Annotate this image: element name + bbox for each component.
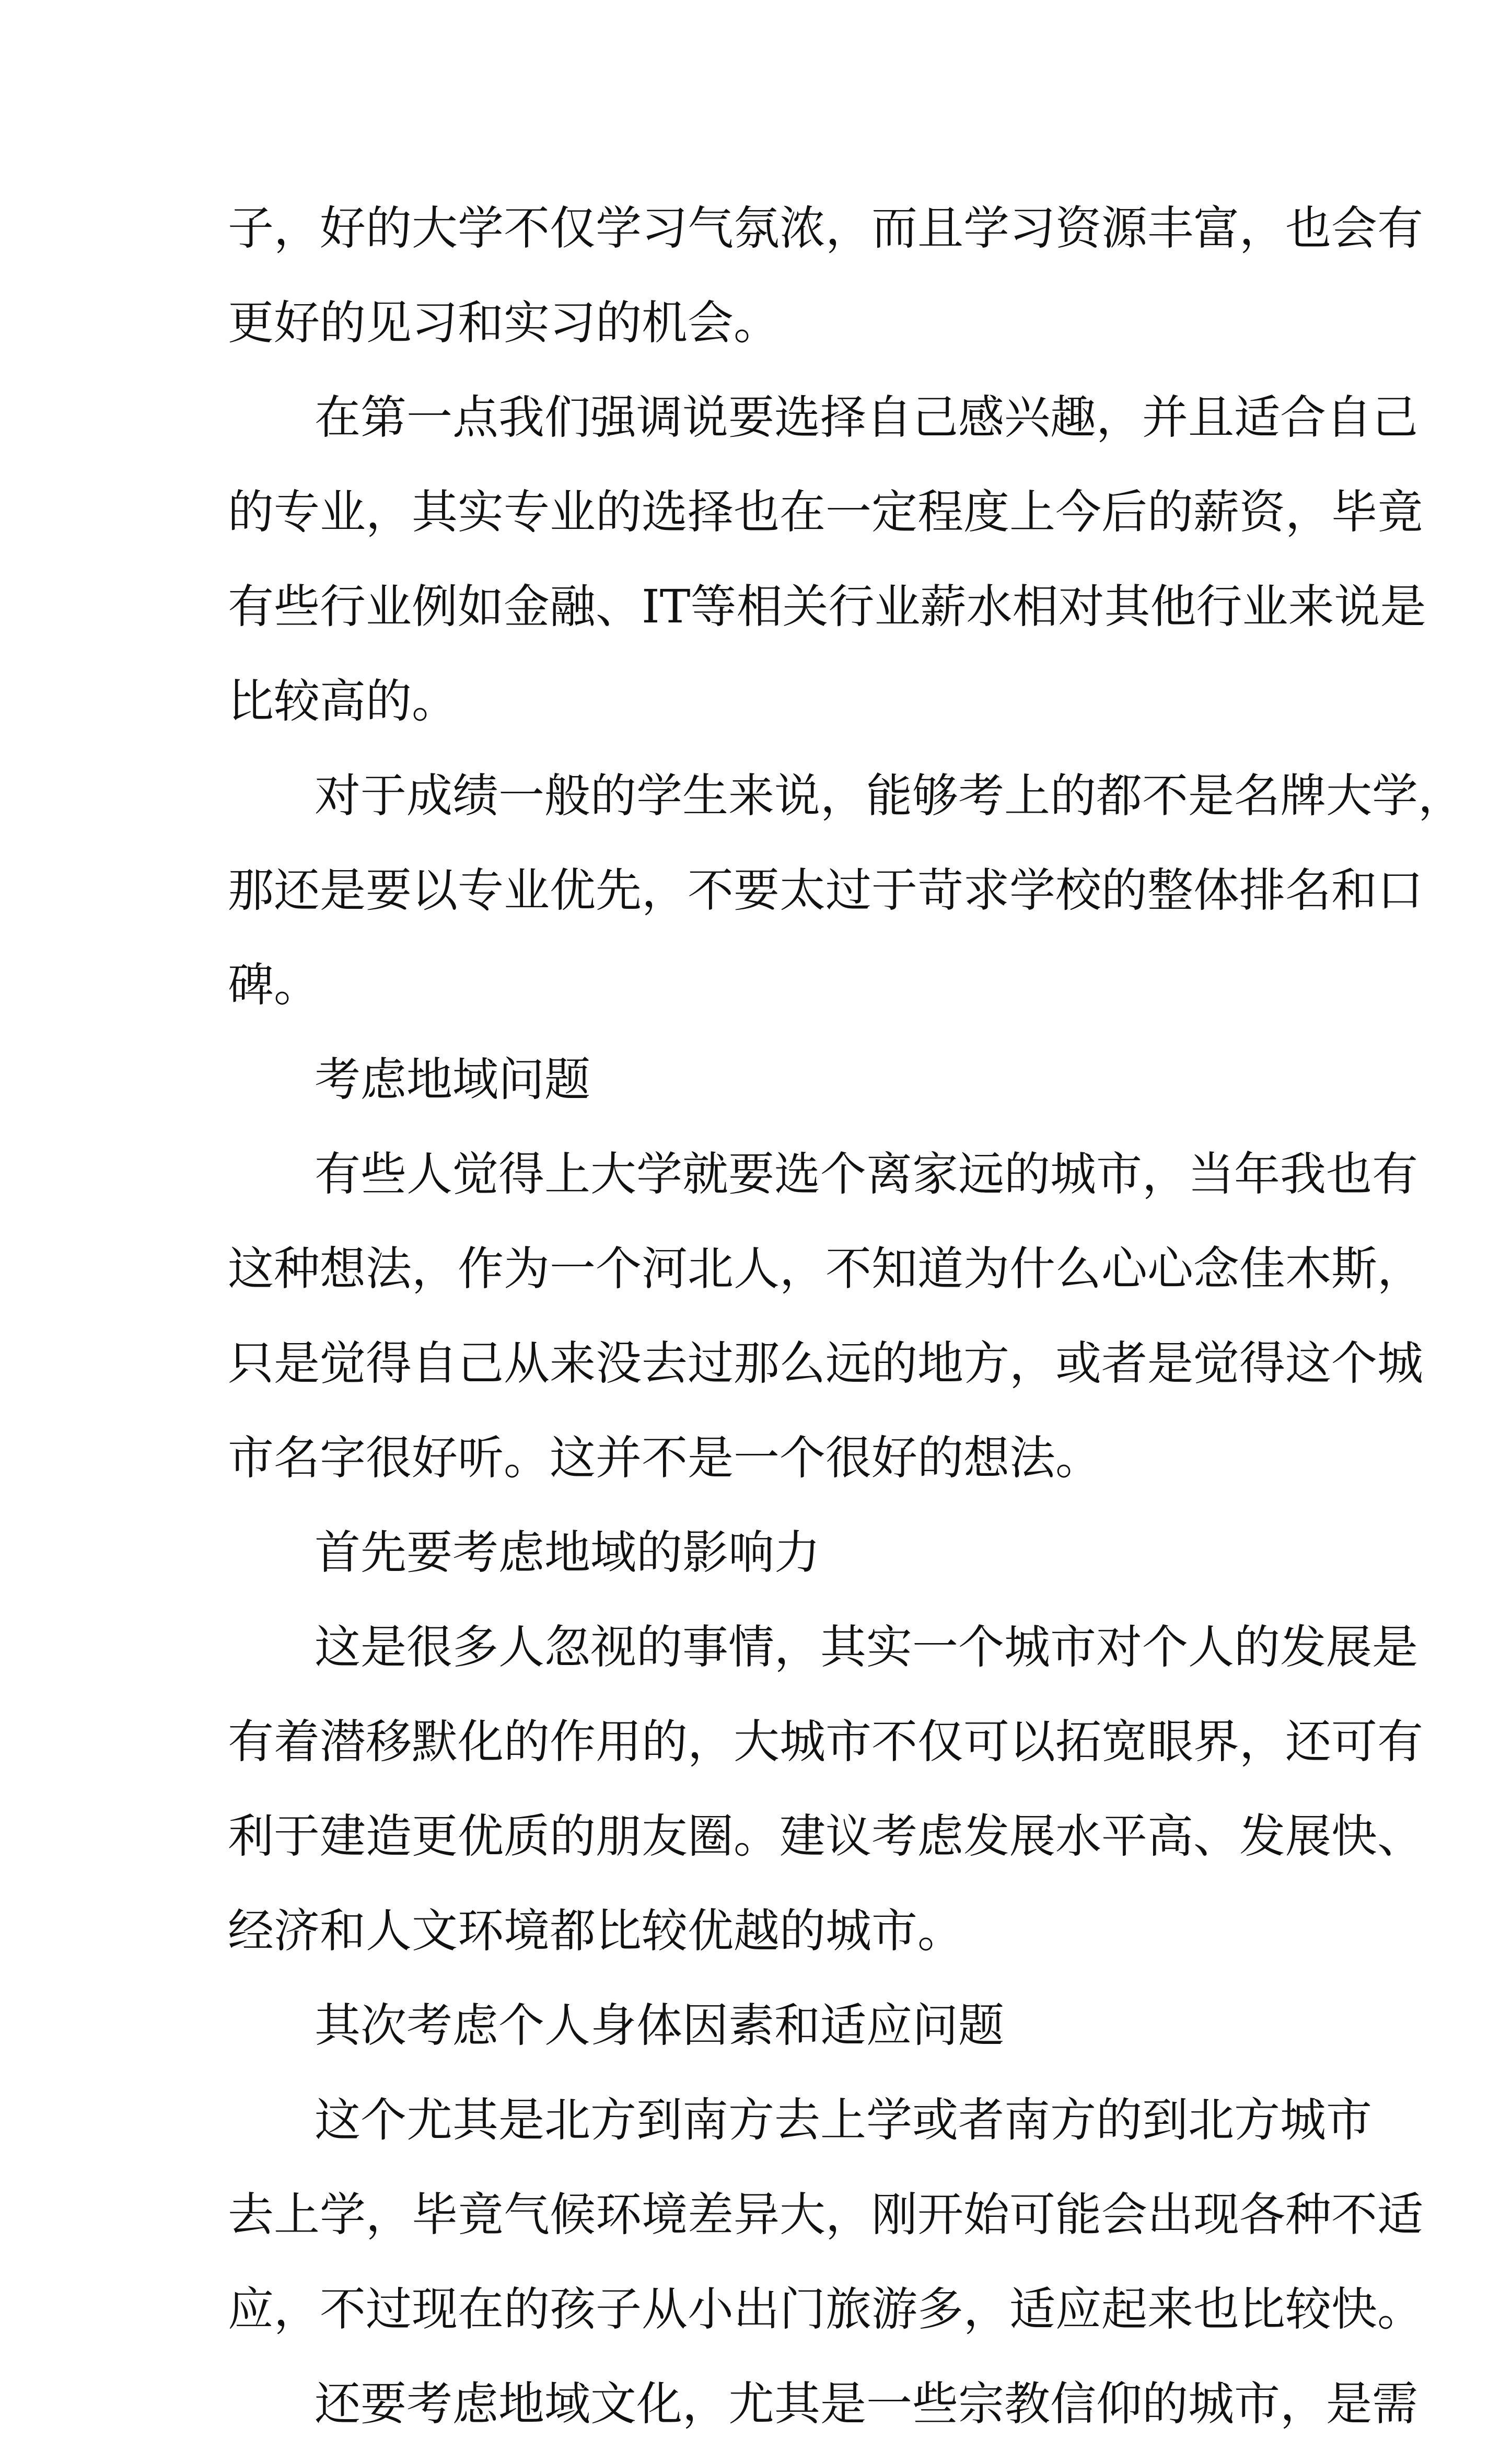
- text-line: 这种想法，作为一个河北人，不知道为什么心心念佳木斯，: [228, 1242, 1424, 1296]
- text-line: 只是觉得自己从来没去过那么远的地方，或者是觉得这个城: [228, 1336, 1424, 1390]
- text-line: 利于建造更优质的朋友圈。建议考虑发展水平高、发展快、: [228, 1809, 1424, 1863]
- text-line: 应，不过现在的孩子从小出门旅游多，适应起来也比较快。: [228, 2282, 1424, 2336]
- text-line: 更好的见习和实习的机会。: [228, 296, 780, 350]
- text-line: 经济和人文环境都比较优越的城市。: [228, 1904, 964, 1958]
- text-line: 还要考虑地域文化，尤其是一些宗教信仰的城市，是需: [315, 2377, 1418, 2431]
- text-line: 比较高的。: [228, 674, 458, 728]
- text-line: 有着潜移默化的作用的，大城市不仅可以拓宽眼界，还可有: [228, 1715, 1424, 1768]
- section-heading: 其次考虑个人身体因素和适应问题: [315, 1998, 1005, 2052]
- section-heading: 考虑地域问题: [315, 1053, 591, 1106]
- text-line: 碑。: [228, 958, 320, 1012]
- text-line: 那还是要以专业优先，不要太过于苛求学校的整体排名和口: [228, 863, 1424, 917]
- body-text: [228, 181, 1464, 2451]
- text-line: 有些人觉得上大学就要选个离家远的城市，当年我也有: [315, 1147, 1418, 1201]
- text-line: 在第一点我们强调说要选择自己感兴趣，并且适合自己: [315, 390, 1418, 444]
- section-heading: 首先要考虑地域的影响力: [315, 1525, 821, 1579]
- text-line: 这个尤其是北方到南方去上学或者南方的到北方城市: [315, 2093, 1373, 2147]
- text-line: 的专业，其实专业的选择也在一定程度上今后的薪资，毕竟: [228, 485, 1424, 539]
- text-line: 对于成绩一般的学生来说，能够考上的都不是名牌大学，: [315, 769, 1464, 823]
- text-line: 子，好的大学不仅学习气氛浓，而且学习资源丰富，也会有: [228, 201, 1424, 255]
- text-line: 去上学，毕竟气候环境差异大，刚开始可能会出现各种不适: [228, 2188, 1424, 2241]
- text-line: 这是很多人忽视的事情，其实一个城市对个人的发展是: [315, 1620, 1418, 1674]
- text-line: 有些行业例如金融、IT等相关行业薪水相对其他行业来说是: [228, 580, 1426, 633]
- text-line: 市名字很好听。这并不是一个很好的想法。: [228, 1431, 1102, 1485]
